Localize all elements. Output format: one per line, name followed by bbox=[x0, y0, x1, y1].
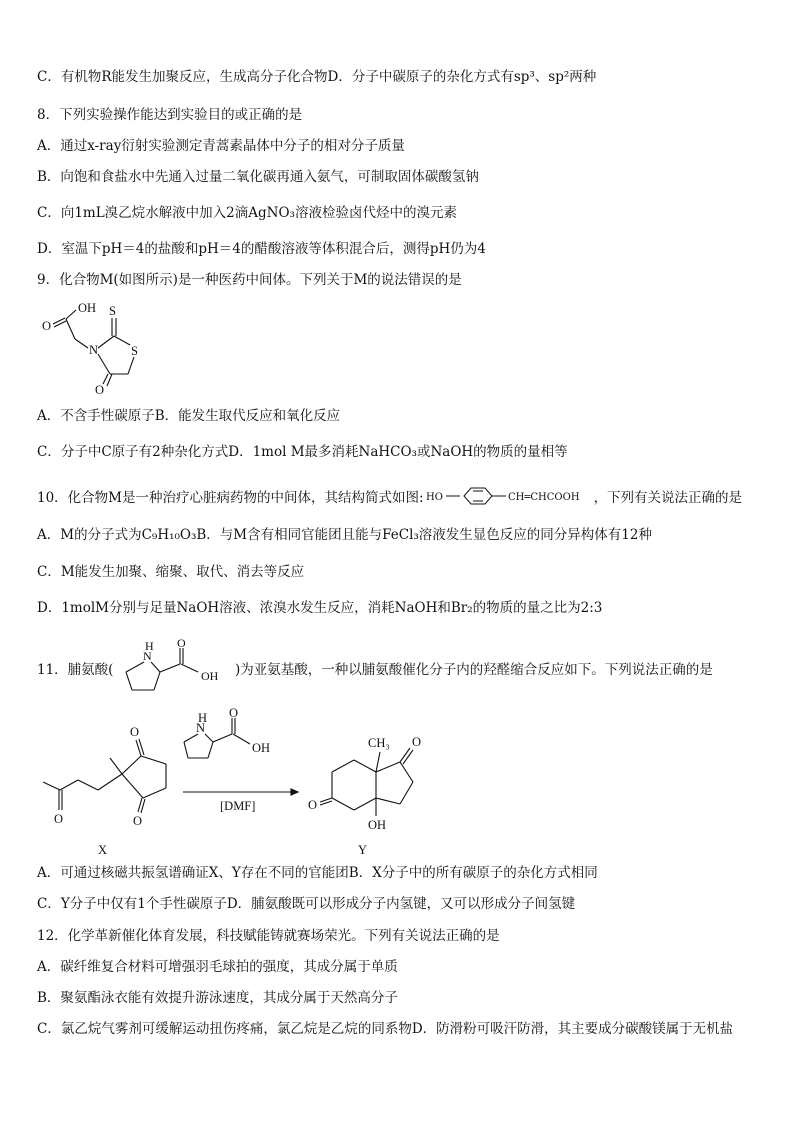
x-ketone-o: O bbox=[54, 812, 64, 826]
y-oh-label: OH bbox=[368, 818, 387, 832]
q12-stem: 12．化学革新催化体育发展，科技赋能铸就赛场荣光。下列有关说法正确的是 bbox=[37, 928, 500, 944]
q8-stem: 8．下列实验操作能达到实验目的或正确的是 bbox=[37, 107, 303, 123]
q11-proline-o: O bbox=[177, 636, 186, 650]
q9-stem: 9．化合物M(如图所示)是一种医药中间体。下列关于M的说法错误的是 bbox=[37, 272, 462, 288]
q8-option-d: D．室温下pH＝4的盐酸和pH＝4的醋酸溶液等体积混合后，测得pH仍为4 bbox=[37, 241, 486, 257]
q11-stem-start: 11．脯氨酸( bbox=[37, 662, 114, 678]
x-ring-o-top: O bbox=[130, 725, 140, 739]
q11-proline-h: H bbox=[145, 639, 154, 653]
q11-option-ab: A．可通过核磁共振氢谱确证X、Y存在不同的官能团B．X分子中的所有碳原子的杂化方式相同 bbox=[37, 865, 598, 881]
q11-option-cd: C．Y分子中仅有1个手性碳原子D．脯氨酸既可以形成分子内氢键，又可以形成分子间氢键 bbox=[37, 896, 576, 912]
q9-option-ab: A．不含手性碳原子B．能发生取代反应和氧化反应 bbox=[37, 408, 341, 424]
q10-molecule-structure bbox=[424, 485, 594, 512]
q9-n-label: N bbox=[89, 343, 99, 357]
q10-stem bbox=[37, 485, 742, 512]
q10-option-c: C．M能发生加聚、缩聚、取代、消去等反应 bbox=[37, 564, 305, 580]
q9-s-thione-label: S bbox=[109, 304, 116, 318]
q12-option-a: A．碳纤维复合材料可增强羽毛球拍的强度，其成分属于单质 bbox=[37, 959, 398, 975]
q9-option-cd: C．分子中C原子有2种杂化方式D．1mol M最多消耗NaHCO₃或NaOH的物质的量相等 bbox=[37, 444, 568, 460]
q11-proline-structure bbox=[118, 636, 233, 699]
q7-option-cd: C．有机物R能发生加聚反应，生成高分子化合物D．分子中碳原子的杂化方式有sp³、sp²两种 bbox=[37, 69, 597, 85]
x-ring-o-bottom: O bbox=[133, 814, 143, 828]
q11-stem-end: )为亚氨基酸，一种以脯氨酸催化分子内的羟醛缩合反应如下。下列说法正确的是 bbox=[235, 662, 713, 678]
compound-x-label: X bbox=[98, 843, 108, 857]
q9-o-ring-label: O bbox=[95, 383, 105, 397]
q11-reaction-scheme bbox=[38, 706, 438, 866]
q10-stem-text: 10．化合物M是一种治疗心脏病药物的中间体，其结构简式如图: bbox=[37, 490, 424, 506]
q9-s-ring-label: S bbox=[131, 344, 138, 358]
y-ch3-label: CH₃ bbox=[368, 736, 390, 750]
dmf-solvent-label: [DMF] bbox=[220, 799, 256, 813]
q11-proline-n: N bbox=[143, 649, 152, 663]
q11-proline-oh: OH bbox=[201, 669, 219, 683]
q10-chain-label: CH═CHCOOH bbox=[507, 492, 580, 503]
q12-option-b: B．聚氨酯泳衣能有效提升游泳速度，其成分属于天然高分子 bbox=[37, 990, 398, 1006]
q9-o-label: O bbox=[42, 319, 52, 333]
catalyst-oh: OH bbox=[252, 741, 271, 755]
catalyst-o: O bbox=[229, 706, 239, 720]
y-ketone-o: O bbox=[308, 798, 318, 812]
compound-y-label: Y bbox=[358, 843, 368, 857]
q12-option-cd: C．氯乙烷气雾剂可缓解运动扭伤疼痛，氯乙烷是乙烷的同系物D．防滑粉可吸汗防滑，其主要成分碳酸镁属于无机盐 bbox=[37, 1021, 734, 1037]
q8-option-a: A．通过x-ray衍射实验测定青蒿素晶体中分子的相对分子质量 bbox=[37, 138, 405, 154]
q10-option-ab: A．M的分子式为C₉H₁₀O₃B．与M含有相同官能团且能与FeCl₃溶液发生显色反应的同分异构体有12种 bbox=[37, 527, 652, 543]
catalyst-n: N bbox=[196, 721, 206, 735]
q10-ho-label: HO bbox=[425, 492, 443, 503]
q9-oh-label: OH bbox=[78, 301, 97, 315]
y-ring-o: O bbox=[412, 735, 422, 749]
q8-option-b: B．向饱和食盐水中先通入过量二氧化碳再通入氨气，可制取固体碳酸氢钠 bbox=[37, 169, 479, 185]
q9-molecule-structure bbox=[38, 298, 178, 402]
catalyst-h: H bbox=[198, 711, 208, 725]
q10-stem-suffix: ，下列有关说法正确的是 bbox=[593, 490, 743, 506]
q8-option-c: C．向1mL溴乙烷水解液中加入2滴AgNO₃溶液检验卤代烃中的溴元素 bbox=[37, 205, 457, 221]
q10-option-d: D．1molM分别与足量NaOH溶液、浓溴水发生反应，消耗NaOH和Br₂的物质的量之比为2:3 bbox=[37, 600, 603, 616]
